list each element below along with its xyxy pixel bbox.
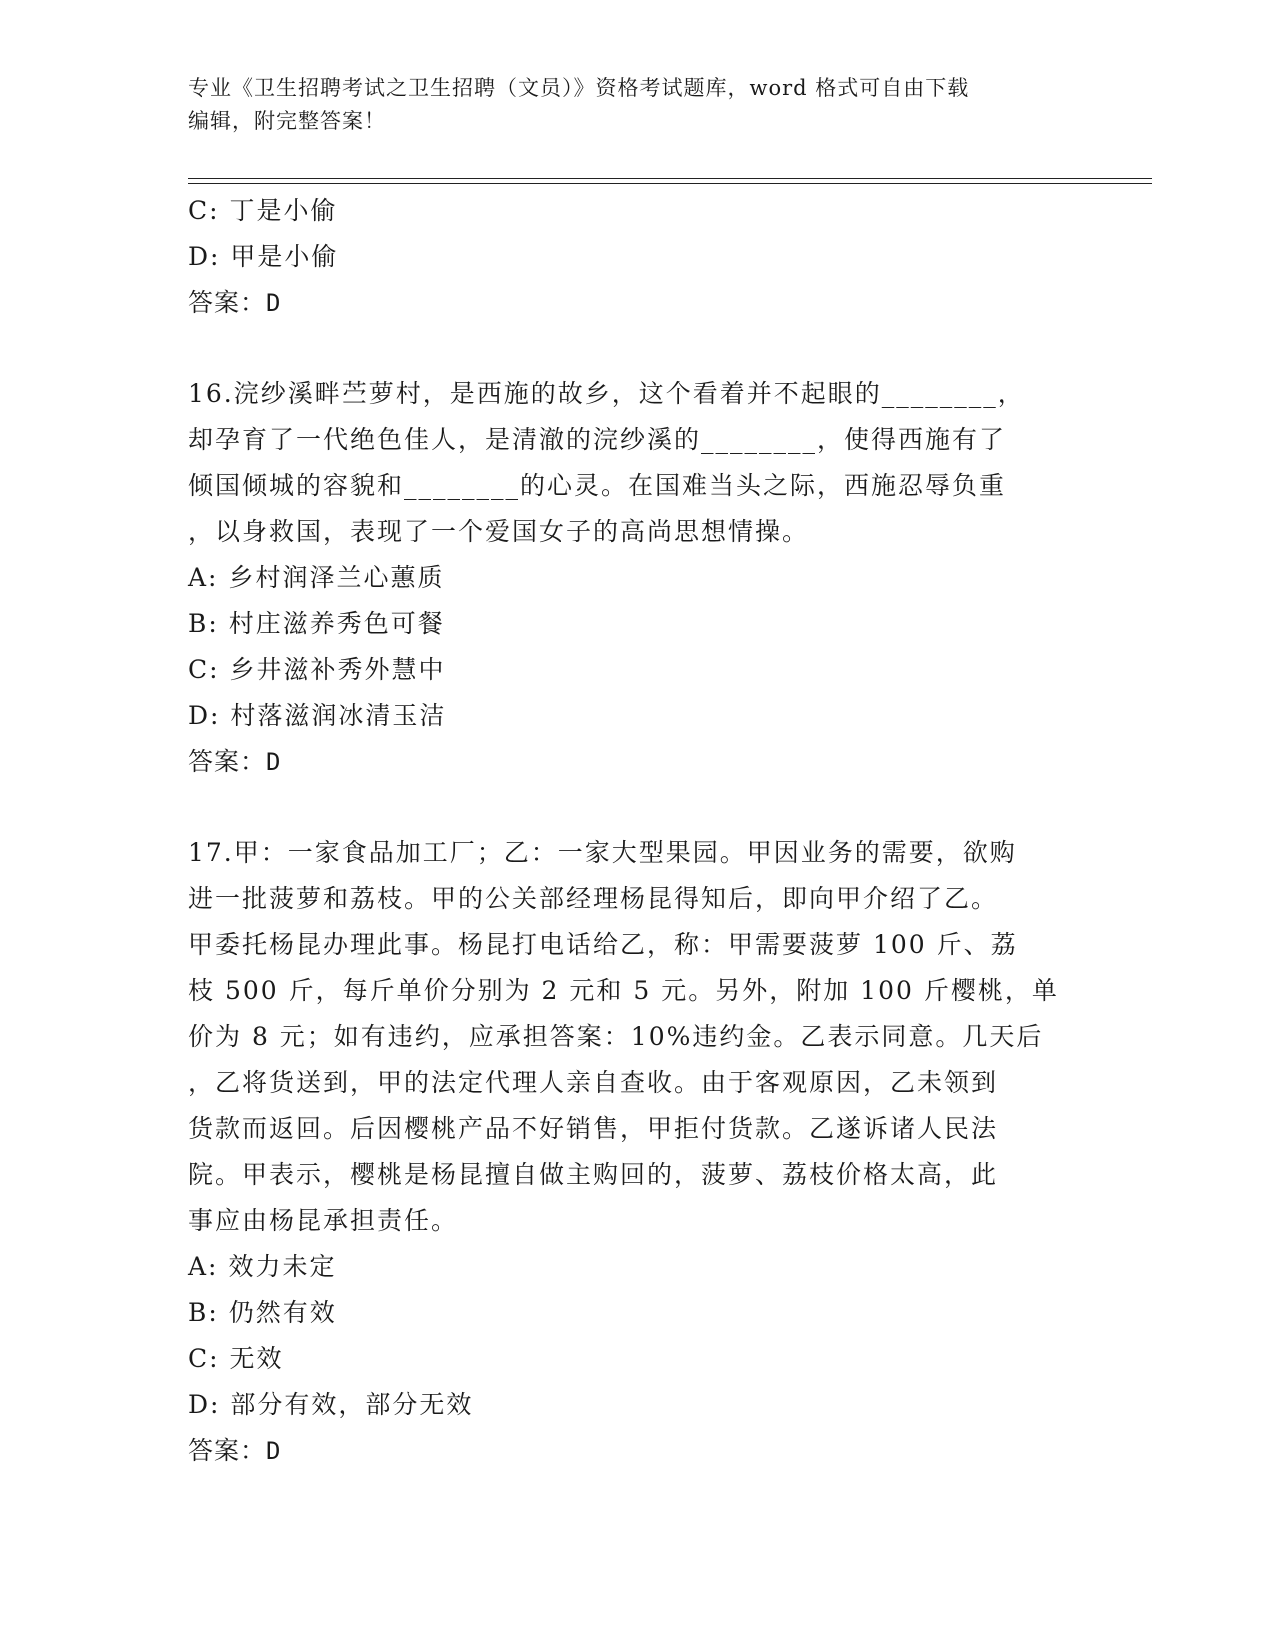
option-d — [188, 1382, 1088, 1428]
header-line-2: 编辑，附完整答案！ — [188, 109, 386, 133]
answer-value: D — [266, 748, 282, 776]
option-letter: D: — [188, 701, 221, 730]
header-rule-bottom — [188, 183, 1152, 184]
option-a — [188, 1244, 1088, 1290]
option-letter: B: — [188, 609, 219, 638]
header-line-1: 专业《卫生招聘考试之卫生招聘（文员）》资格考试题库，word 格式可自由下载 — [188, 76, 970, 100]
question-text-line: 院。甲表示，樱桃是杨昆擅自做主购回的，菠萝、荔枝价格太高，此 — [188, 1160, 999, 1189]
option-text: 效力未定 — [228, 1252, 337, 1281]
option-letter: A: — [188, 563, 219, 592]
document-body — [188, 188, 1088, 1474]
option-letter: D: — [188, 1390, 221, 1419]
question-text-line: 17.甲：一家食品加工厂；乙：一家大型果园。甲因业务的需要，欲购 — [188, 838, 1017, 867]
answer-line — [188, 280, 1088, 326]
option-d — [188, 234, 1088, 280]
option-text: 丁是小偷 — [229, 196, 338, 225]
option-b — [188, 601, 1088, 647]
option-text: 乡井滋补秀外慧中 — [229, 655, 446, 684]
option-a — [188, 555, 1088, 601]
option-c — [188, 188, 1088, 234]
option-text: 部分有效，部分无效 — [230, 1390, 474, 1419]
question-text-line: 事应由杨昆承担责任。 — [188, 1206, 459, 1235]
option-text: 无效 — [229, 1344, 284, 1373]
question-text-line: 价为 8 元；如有违约，应承担答案：10%违约金。乙表示同意。几天后 — [188, 1022, 1044, 1051]
prev-question — [188, 188, 1088, 326]
question-text-line: 进一批菠萝和荔枝。甲的公关部经理杨昆得知后，即向甲介绍了乙。 — [188, 884, 999, 913]
header-rule-top — [188, 178, 1152, 179]
question-text-line: ，以身救国，表现了一个爱国女子的高尚思想情操。 — [188, 517, 810, 546]
answer-line — [188, 1428, 1088, 1474]
answer-label: 答案： — [188, 288, 267, 317]
question-text-line: 货款而返回。后因樱桃产品不好销售，甲拒付货款。乙遂诉诸人民法 — [188, 1114, 999, 1143]
option-letter: D: — [188, 242, 221, 271]
option-letter: C: — [188, 1344, 220, 1373]
option-text: 仍然有效 — [228, 1298, 337, 1327]
option-letter: A: — [188, 1252, 219, 1281]
question-text-line: 16.浣纱溪畔苎萝村，是西施的故乡，这个看着并不起眼的________， — [188, 379, 1025, 408]
answer-line — [188, 739, 1088, 785]
document-header — [188, 72, 1088, 138]
option-text: 甲是小偷 — [230, 242, 339, 271]
question-text-line: 却孕育了一代绝色佳人，是清澈的浣纱溪的________，使得西施有了 — [188, 425, 1007, 454]
option-letter: C: — [188, 196, 220, 225]
question-16 — [188, 371, 1088, 785]
option-letter: C: — [188, 655, 220, 684]
option-letter: B: — [188, 1298, 219, 1327]
answer-label: 答案： — [188, 747, 267, 776]
question-text-line: ，乙将货送到，甲的法定代理人亲自查收。由于客观原因，乙未领到 — [188, 1068, 999, 1097]
question-text-line: 倾国倾城的容貌和________的心灵。在国难当头之际，西施忍辱负重 — [188, 471, 1007, 500]
answer-value: D — [266, 289, 282, 317]
option-text: 村庄滋养秀色可餐 — [228, 609, 445, 638]
option-text: 乡村润泽兰心蕙质 — [228, 563, 445, 592]
option-b — [188, 1290, 1088, 1336]
question-17 — [188, 830, 1088, 1474]
question-text-line: 甲委托杨昆办理此事。杨昆打电话给乙，称：甲需要菠萝 100 斤、荔 — [188, 930, 1018, 959]
option-c — [188, 647, 1088, 693]
answer-value: D — [266, 1437, 282, 1465]
answer-label: 答案： — [188, 1436, 267, 1465]
option-c — [188, 1336, 1088, 1382]
option-d — [188, 693, 1088, 739]
question-text-line: 枝 500 斤，每斤单价分别为 2 元和 5 元。另外，附加 100 斤樱桃，单 — [188, 976, 1059, 1005]
option-text: 村落滋润冰清玉洁 — [230, 701, 447, 730]
